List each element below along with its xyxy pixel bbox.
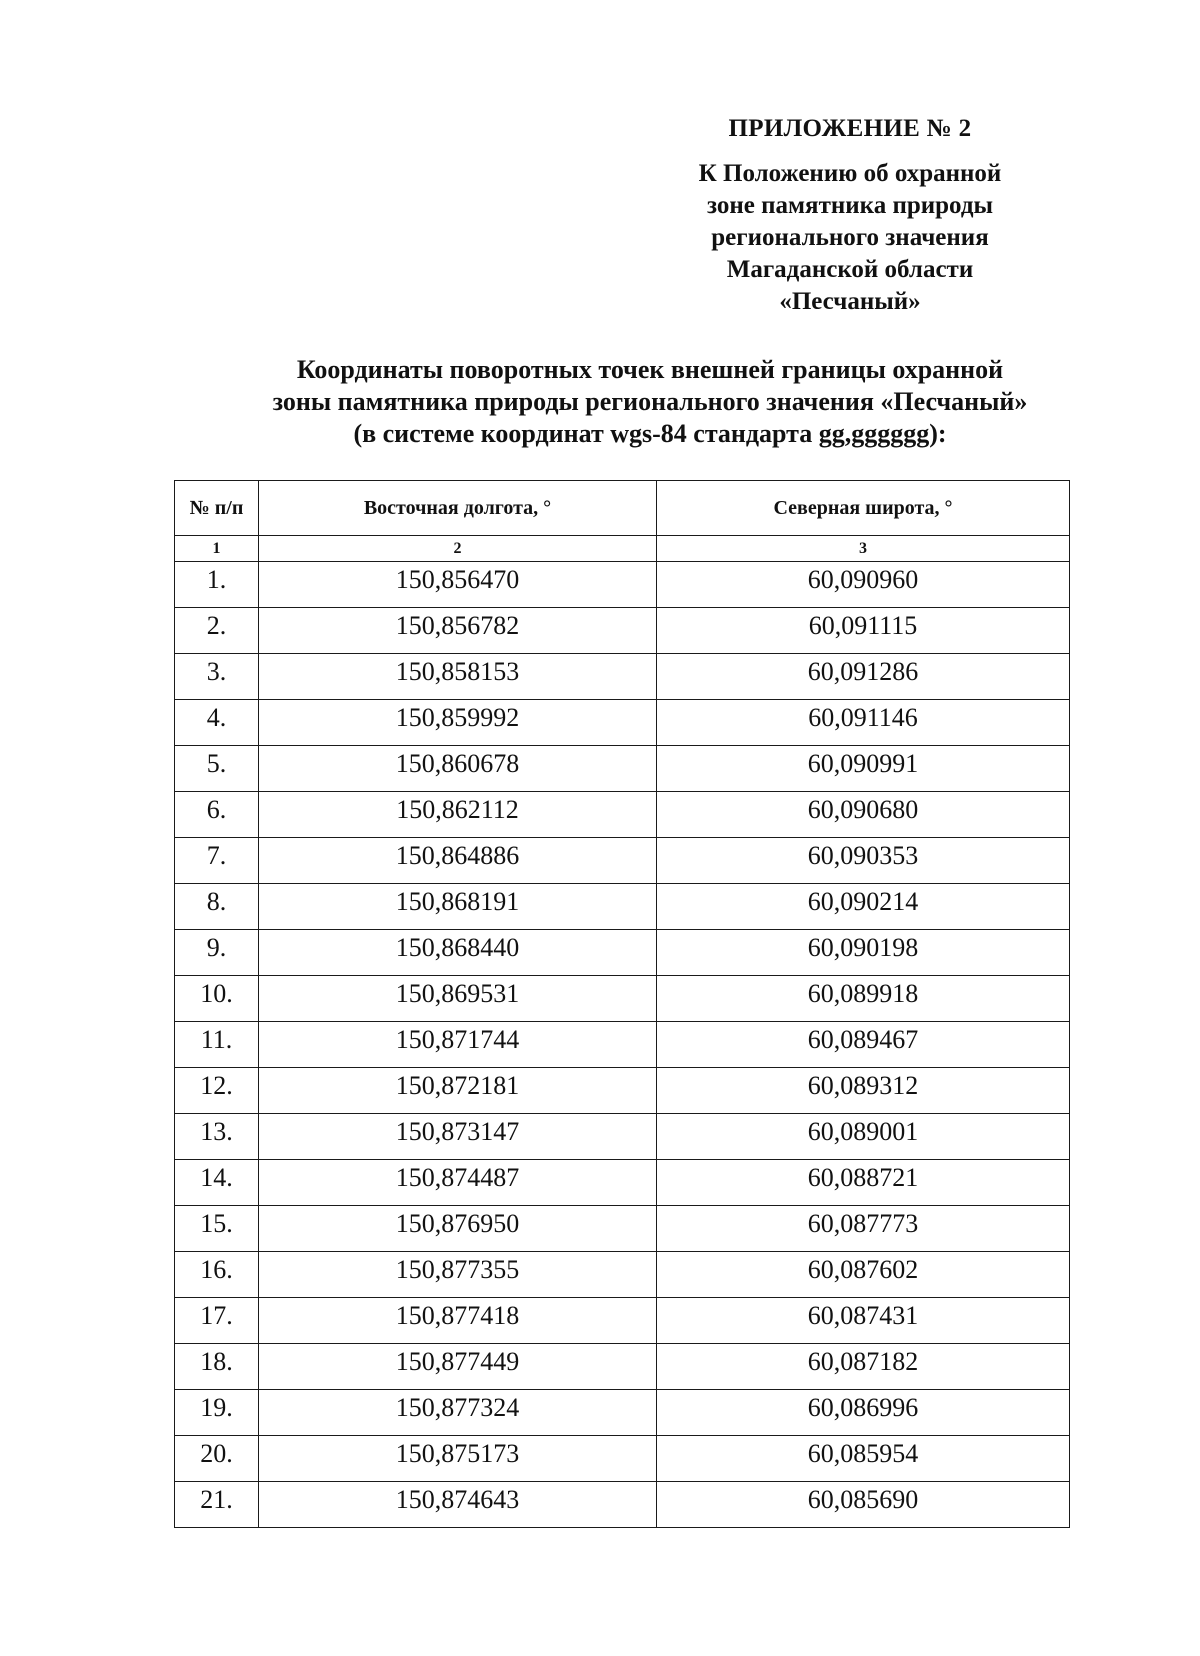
point-number: 17. bbox=[175, 1298, 259, 1344]
table-row bbox=[175, 1160, 1070, 1206]
longitude-cell: 150,877418 bbox=[259, 1298, 657, 1344]
point-number: 13. bbox=[175, 1114, 259, 1160]
latitude-cell: 60,090353 bbox=[657, 838, 1070, 884]
table-row bbox=[175, 1390, 1070, 1436]
table-row bbox=[175, 700, 1070, 746]
header-latitude: Северная широта, ° bbox=[657, 481, 1070, 536]
point-number: 8. bbox=[175, 884, 259, 930]
table-row bbox=[175, 884, 1070, 930]
point-number: 12. bbox=[175, 1068, 259, 1114]
point-number: 16. bbox=[175, 1252, 259, 1298]
table-row bbox=[175, 1252, 1070, 1298]
latitude-cell: 60,090991 bbox=[657, 746, 1070, 792]
table-row bbox=[175, 792, 1070, 838]
latitude-cell: 60,087431 bbox=[657, 1298, 1070, 1344]
annex-line: К Положению об охранной bbox=[698, 160, 1002, 187]
table-row bbox=[175, 562, 1070, 608]
longitude-cell: 150,877355 bbox=[259, 1252, 657, 1298]
table-body bbox=[175, 562, 1070, 1528]
point-number: 15. bbox=[175, 1206, 259, 1252]
table-row bbox=[175, 654, 1070, 700]
point-number: 11. bbox=[175, 1022, 259, 1068]
point-number: 9. bbox=[175, 930, 259, 976]
point-number: 21. bbox=[175, 1482, 259, 1528]
table-row bbox=[175, 930, 1070, 976]
column-number: 3 bbox=[657, 536, 1070, 562]
point-number: 18. bbox=[175, 1344, 259, 1390]
longitude-cell: 150,877449 bbox=[259, 1344, 657, 1390]
latitude-cell: 60,090214 bbox=[657, 884, 1070, 930]
latitude-cell: 60,090680 bbox=[657, 792, 1070, 838]
table-header-row bbox=[175, 481, 1070, 536]
longitude-cell: 150,856470 bbox=[259, 562, 657, 608]
column-number-row bbox=[175, 536, 1070, 562]
longitude-cell: 150,872181 bbox=[259, 1068, 657, 1114]
longitude-cell: 150,875173 bbox=[259, 1436, 657, 1482]
latitude-cell: 60,089312 bbox=[657, 1068, 1070, 1114]
coordinates-table bbox=[174, 480, 1070, 1528]
table-row bbox=[175, 1436, 1070, 1482]
latitude-cell: 60,085954 bbox=[657, 1436, 1070, 1482]
latitude-cell: 60,089001 bbox=[657, 1114, 1070, 1160]
longitude-cell: 150,856782 bbox=[259, 608, 657, 654]
latitude-cell: 60,085690 bbox=[657, 1482, 1070, 1528]
longitude-cell: 150,864886 bbox=[259, 838, 657, 884]
point-number: 7. bbox=[175, 838, 259, 884]
point-number: 6. bbox=[175, 792, 259, 838]
longitude-cell: 150,869531 bbox=[259, 976, 657, 1022]
point-number: 10. bbox=[175, 976, 259, 1022]
longitude-cell: 150,868191 bbox=[259, 884, 657, 930]
column-number: 1 bbox=[175, 536, 259, 562]
table-row bbox=[175, 838, 1070, 884]
heading-line: Координаты поворотных точек внешней границы охранной bbox=[296, 355, 1004, 384]
longitude-cell: 150,862112 bbox=[259, 792, 657, 838]
longitude-cell: 150,871744 bbox=[259, 1022, 657, 1068]
latitude-cell: 60,089918 bbox=[657, 976, 1070, 1022]
longitude-cell: 150,877324 bbox=[259, 1390, 657, 1436]
table-row bbox=[175, 746, 1070, 792]
table-row bbox=[175, 976, 1070, 1022]
annex-line: Магаданской области bbox=[726, 256, 974, 283]
heading-line: (в системе координат wgs-84 стандарта gg,gggggg): bbox=[353, 419, 947, 448]
heading-line: зоны памятника природы регионального значения «Песчаный» bbox=[272, 387, 1028, 416]
annex-line: «Песчаный» bbox=[779, 288, 921, 315]
point-number: 19. bbox=[175, 1390, 259, 1436]
longitude-cell: 150,873147 bbox=[259, 1114, 657, 1160]
annex-line: регионального значения bbox=[711, 224, 989, 251]
point-number: 1. bbox=[175, 562, 259, 608]
table-row bbox=[175, 1068, 1070, 1114]
latitude-cell: 60,087182 bbox=[657, 1344, 1070, 1390]
latitude-cell: 60,086996 bbox=[657, 1390, 1070, 1436]
header-number: № п/п bbox=[175, 481, 259, 536]
table-heading bbox=[150, 354, 1150, 450]
latitude-cell: 60,087773 bbox=[657, 1206, 1070, 1252]
longitude-cell: 150,874487 bbox=[259, 1160, 657, 1206]
table-row bbox=[175, 1298, 1070, 1344]
table-row bbox=[175, 1206, 1070, 1252]
table-row bbox=[175, 1344, 1070, 1390]
latitude-cell: 60,091146 bbox=[657, 700, 1070, 746]
point-number: 5. bbox=[175, 746, 259, 792]
point-number: 2. bbox=[175, 608, 259, 654]
annex-block bbox=[655, 112, 1045, 318]
table-row bbox=[175, 1482, 1070, 1528]
point-number: 4. bbox=[175, 700, 259, 746]
point-number: 14. bbox=[175, 1160, 259, 1206]
latitude-cell: 60,087602 bbox=[657, 1252, 1070, 1298]
latitude-cell: 60,091115 bbox=[657, 608, 1070, 654]
latitude-cell: 60,091286 bbox=[657, 654, 1070, 700]
longitude-cell: 150,858153 bbox=[259, 654, 657, 700]
latitude-cell: 60,089467 bbox=[657, 1022, 1070, 1068]
latitude-cell: 60,090198 bbox=[657, 930, 1070, 976]
table-row bbox=[175, 608, 1070, 654]
point-number: 3. bbox=[175, 654, 259, 700]
annex-line: зоне памятника природы bbox=[706, 192, 994, 219]
table-row bbox=[175, 1022, 1070, 1068]
table-row bbox=[175, 1114, 1070, 1160]
point-number: 20. bbox=[175, 1436, 259, 1482]
longitude-cell: 150,874643 bbox=[259, 1482, 657, 1528]
longitude-cell: 150,868440 bbox=[259, 930, 657, 976]
annex-title: ПРИЛОЖЕНИЕ № 2 bbox=[728, 115, 972, 142]
header-longitude: Восточная долгота, ° bbox=[259, 481, 657, 536]
latitude-cell: 60,090960 bbox=[657, 562, 1070, 608]
latitude-cell: 60,088721 bbox=[657, 1160, 1070, 1206]
longitude-cell: 150,859992 bbox=[259, 700, 657, 746]
longitude-cell: 150,860678 bbox=[259, 746, 657, 792]
column-number: 2 bbox=[259, 536, 657, 562]
longitude-cell: 150,876950 bbox=[259, 1206, 657, 1252]
